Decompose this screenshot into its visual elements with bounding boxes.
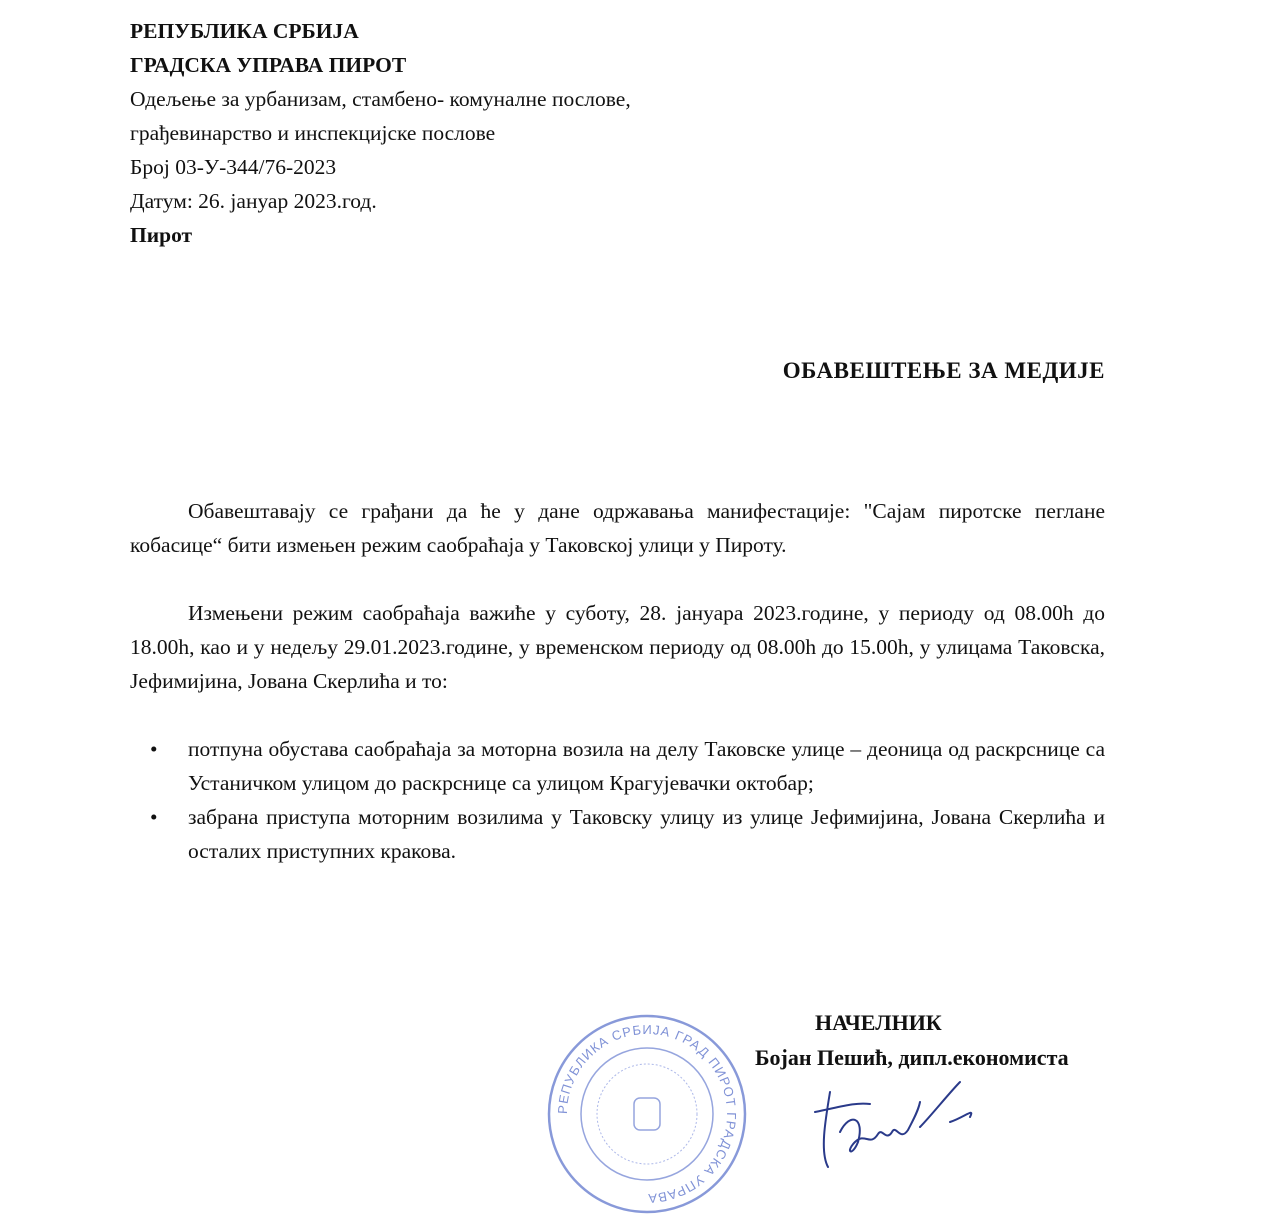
list-item	[130, 800, 1105, 868]
department-line-2: грађевинарство и инспекцијске послове	[130, 121, 496, 145]
bullet-icon: •	[150, 737, 158, 761]
bullet-list	[130, 732, 1105, 868]
document-title: ОБАВЕШТЕЊЕ ЗА МЕДИЈЕ	[782, 358, 1105, 383]
list-item	[130, 732, 1105, 800]
signatory-title: НАЧЕЛНИК	[815, 1010, 942, 1035]
bullet-icon: •	[150, 805, 158, 829]
paragraph: Измењени режим саобраћаја важиће у суботу, 28. јануара 2023.године, у периоду од 08.00h до 18.00h, као и у недељу 29.01.2023.године, у временском периоду од 08.00h до 15.00h, у улицама Таковска, Јефимијина, Јована Скерлића и то:	[130, 601, 1105, 693]
city: Пирот	[130, 223, 193, 247]
list-item-text: забрана приступа моторним возилима у Таковску улицу из улице Јефимијина, Јована Скерлића и осталих приступних кракова.	[188, 805, 1105, 863]
paragraph: Обавештавају се грађани да ће у дане одржавања манифестације: "Сајам пиротске пеглане кобасице“ бити измењен режим саобраћаја у Таковској улици у Пироту.	[130, 499, 1105, 557]
document-body	[130, 494, 1105, 868]
seal-lettering: РЕПУБЛИКА СРБИЈА ГРАД ПИРОТ ГРАДСКА УПРАВА	[554, 1021, 740, 1207]
country-name: РЕПУБЛИКА СРБИЈА	[130, 19, 359, 43]
signatory-name: Бојан Пешић, дипл.економиста	[755, 1045, 1069, 1070]
document-number: Број 03-У-344/76-2023	[130, 155, 337, 179]
list-item-text: потпуна обустава саобраћаја за моторна возила на делу Таковске улице – деоница од раскрснице са Устаничком улицом до раскрснице са улицом Крагујевачки октобар;	[188, 737, 1105, 795]
handwritten-signature-icon	[800, 1078, 990, 1172]
letterhead	[130, 14, 631, 252]
authority-name: ГРАДСКА УПРАВА ПИРОТ	[130, 53, 407, 77]
official-seal-icon	[545, 1012, 749, 1216]
svg-text:РЕПУБЛИКА СРБИЈА ГРАД ПИРОТ ГР	[555, 1022, 739, 1206]
department-line-1: Одељење за урбанизам, стамбено- комуналне послове,	[130, 87, 631, 111]
document-date: Датум: 26. јануар 2023.год.	[130, 189, 377, 213]
